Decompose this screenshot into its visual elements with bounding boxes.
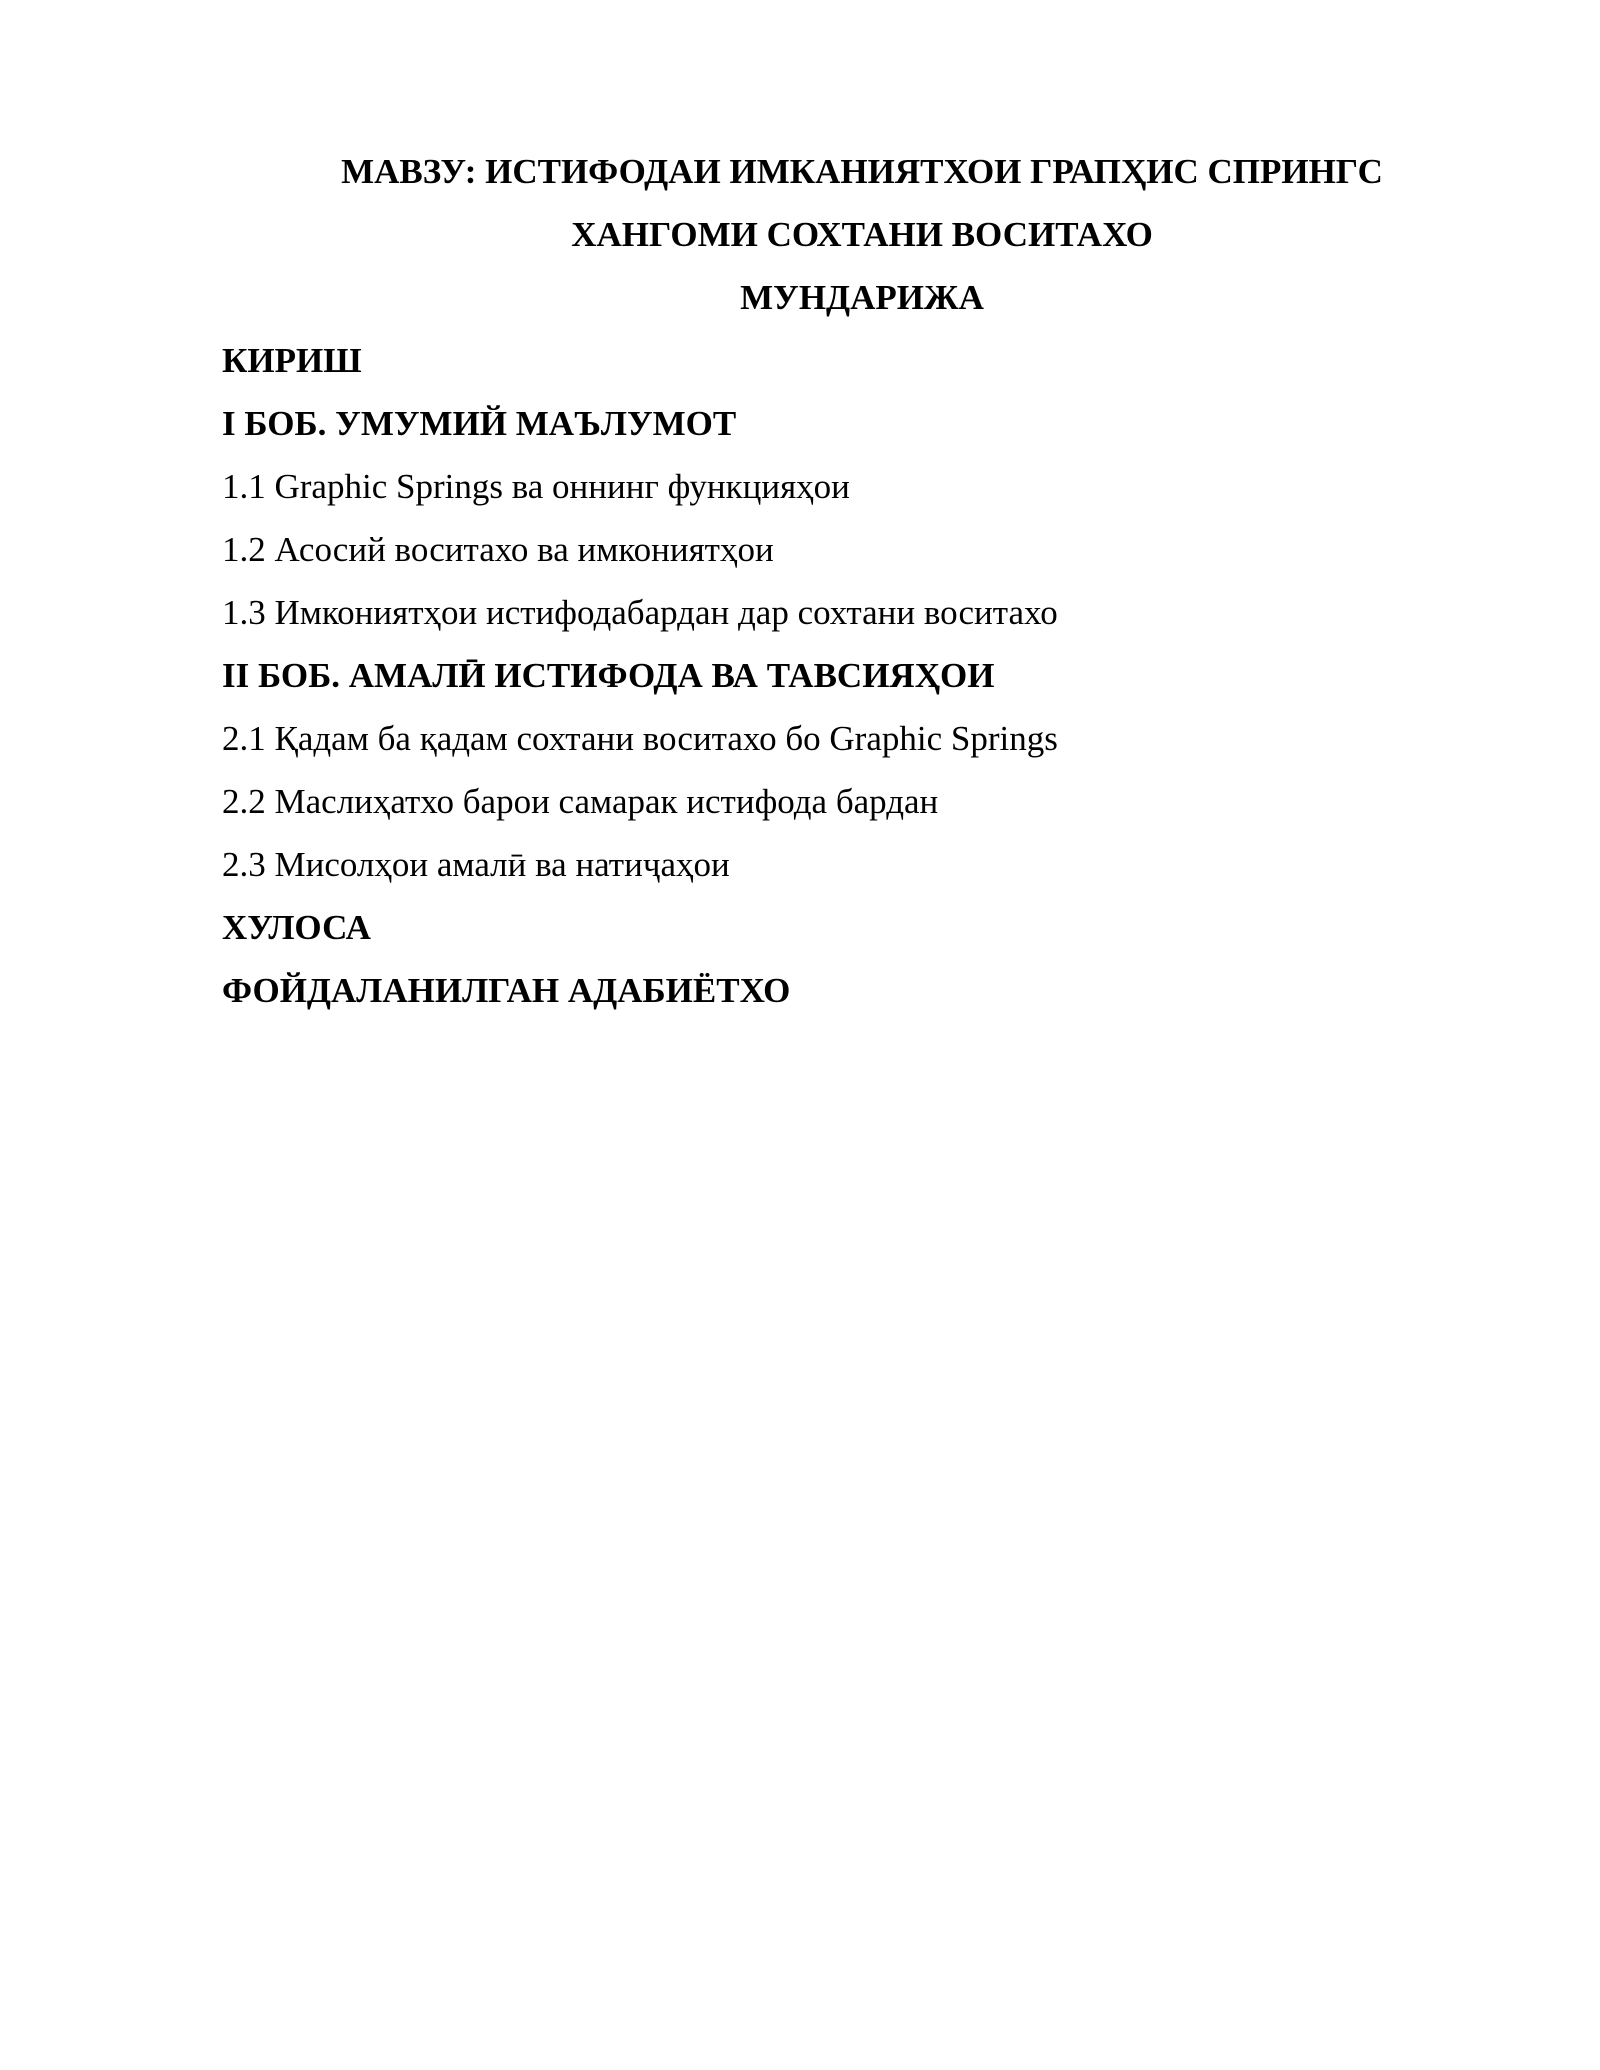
toc-item-introduction: КИРИШ (222, 341, 362, 380)
title-block (222, 140, 1502, 329)
toc-item-1-2: 1.2 Асосий воситахо ва имкониятҳои (222, 530, 774, 569)
toc-item-1-3: 1.3 Имкониятҳои истифодабардан дар сохтани воситахо (222, 593, 1058, 632)
topic-title-line-1: МАВЗУ: ИСТИФОДАИ ИМКАНИЯТХОИ ГРАПҲИС СПРИНГС (341, 152, 1383, 191)
toc-item-conclusion: ХУЛОСА (222, 908, 371, 947)
toc-item-chapter-2: II БОБ. АМАЛӢ ИСТИФОДА ВА ТАВСИЯҲОИ (222, 656, 995, 695)
toc-item-references: ФОЙДАЛАНИЛГАН АДАБИЁТХО (222, 971, 791, 1010)
toc-item-2-2: 2.2 Маслиҳатхо барои самарак истифода бардан (222, 782, 939, 821)
contents-heading: МУНДАРИЖА (740, 278, 984, 317)
toc-item-2-3: 2.3 Мисолҳои амалӣ ва натиҷаҳои (222, 845, 730, 884)
topic-title-line-2: ХАНГОМИ СОХТАНИ ВОСИТАХО (571, 215, 1153, 254)
toc-item-2-1: 2.1 Қадам ба қадам сохтани воситахо бо Graphic Springs (222, 719, 1058, 758)
toc-item-1-1: 1.1 Graphic Springs ва оннинг функцияҳои (222, 467, 850, 506)
table-of-contents (222, 329, 1522, 1022)
toc-item-chapter-1: I БОБ. УМУМИЙ МАЪЛУМОТ (222, 404, 737, 443)
